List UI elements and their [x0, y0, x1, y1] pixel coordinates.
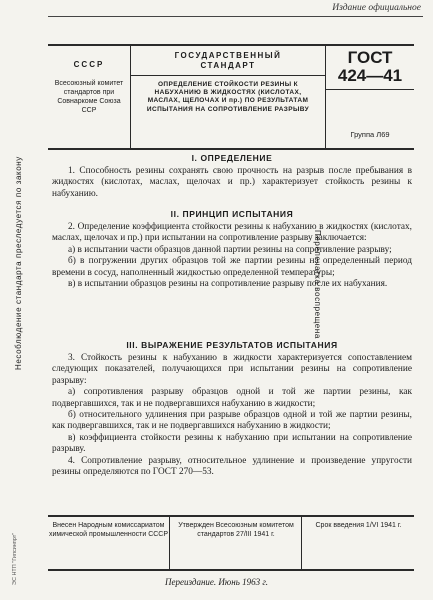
standard-title-line-1: ГОСУДАРСТВЕННЫЙ — [174, 51, 282, 60]
section-body — [52, 222, 412, 290]
section-heading: II. ПРИНЦИП ИСПЫТАНИЯ — [170, 209, 294, 219]
ussr-label: СССР — [73, 60, 105, 69]
effective-date-cell: Срок введения 1/VI 1941 г. — [315, 522, 402, 529]
section-body — [52, 166, 412, 200]
header-gost-cell — [326, 46, 414, 148]
paragraph: в) коэффициента стойкости резины к набуханию при испытании на сопротивление разрыву. — [52, 432, 412, 455]
gost-number: 424—41 — [326, 67, 414, 90]
header-issuer-cell — [48, 46, 131, 148]
paragraph: 4. Сопротивление разрыву, относительное удлинение и произведение упругости резины определяются по ГОСТ 270—53. — [52, 455, 412, 478]
paragraph: в) в испытании образцов резины на сопротивление разрыву после их набухания. — [68, 279, 388, 290]
top-divider — [48, 16, 423, 17]
section-heading: III. ВЫРАЖЕНИЕ РЕЗУЛЬТАТОВ ИСПЫТАНИЯ — [126, 340, 338, 350]
introduced-by-cell: Внесен Народным комиссариатом химической промышленности СССР — [48, 517, 170, 569]
committee-label: Всесоюзный комитет стандартов при Совнаркоме Союза ССР — [54, 80, 124, 114]
section-heading: I. ОПРЕДЕЛЕНИЕ — [191, 153, 273, 163]
standard-title-line-2: СТАНДАРТ — [200, 61, 256, 70]
paragraph: б) относительного удлинения при разрыве образцов одной и той же партии резины, как подвергавшихся, так и не подвергавшихся набуханию в жидкости; — [52, 410, 412, 432]
group-label: Группа Л69 — [350, 130, 390, 139]
paragraph: 1. Способность резины сохранять свою прочность на разрыв после пребывания в жидкостях (кислотах, маслах, щелочах и пр.) характеризует стойкость резины к набуханию. — [52, 166, 412, 199]
paragraph: а) в испытании части образцов данной партии резины на сопротивление разрыву; — [68, 244, 392, 255]
side-legal-note: Несоблюдение стандарта преследуется по закону — [14, 156, 23, 370]
gost-label: ГОСТ — [347, 48, 393, 67]
side-reprint-note: Перепечатка воспрещена — [313, 230, 323, 339]
standard-subject: ОПРЕДЕЛЕНИЕ СТОЙКОСТИ РЕЗИНЫ К НАБУХАНИЮ В ЖИДКОСТЯХ (КИСЛОТАХ, МАСЛАХ, ЩЕЛОЧАХ И пр.) ПО РЕЗУЛЬТАТАМ ИСПЫТАНИЯ НА СОПРОТИВЛЕНИЕ РАЗРЫВУ — [146, 81, 310, 113]
standard-title — [131, 51, 325, 76]
header-title-cell — [131, 46, 326, 148]
edition-note: Издание официальное — [332, 3, 421, 13]
side-source-mark: ЭС НТП "Гипсинпрт" — [12, 532, 18, 585]
paragraph: б) в погружении других образцов той же партии резины на определенный период времени в сосуд, наполненный жидкостью определенной температуры; — [52, 256, 412, 278]
section-body — [52, 353, 412, 478]
paragraph: 2. Определение коэффициента стойкости резины к набуханию в жидкостях (кислотах, маслах, щелочах и пр.) при испытании на сопротивление разрыву заключается: — [52, 222, 412, 244]
header-table — [48, 44, 414, 150]
reissue-note: Переиздание. Июнь 1963 г. — [165, 577, 268, 587]
paragraph: 3. Стойкость резины к набуханию в жидкости характеризуется сопоставлением следующих показателей, получающихся при испытании резины на сопротивление разрыву: — [52, 353, 412, 386]
footer-table — [48, 515, 414, 571]
approved-by-cell: Утвержден Всесоюзным комитетом стандартов 27/III 1941 г. — [171, 517, 302, 569]
paragraph: а) сопротивления разрыву образцов одной и той же партии резины, как подвергавшихся, так и не подвергавшихся набуханию в жидкости; — [52, 387, 412, 409]
